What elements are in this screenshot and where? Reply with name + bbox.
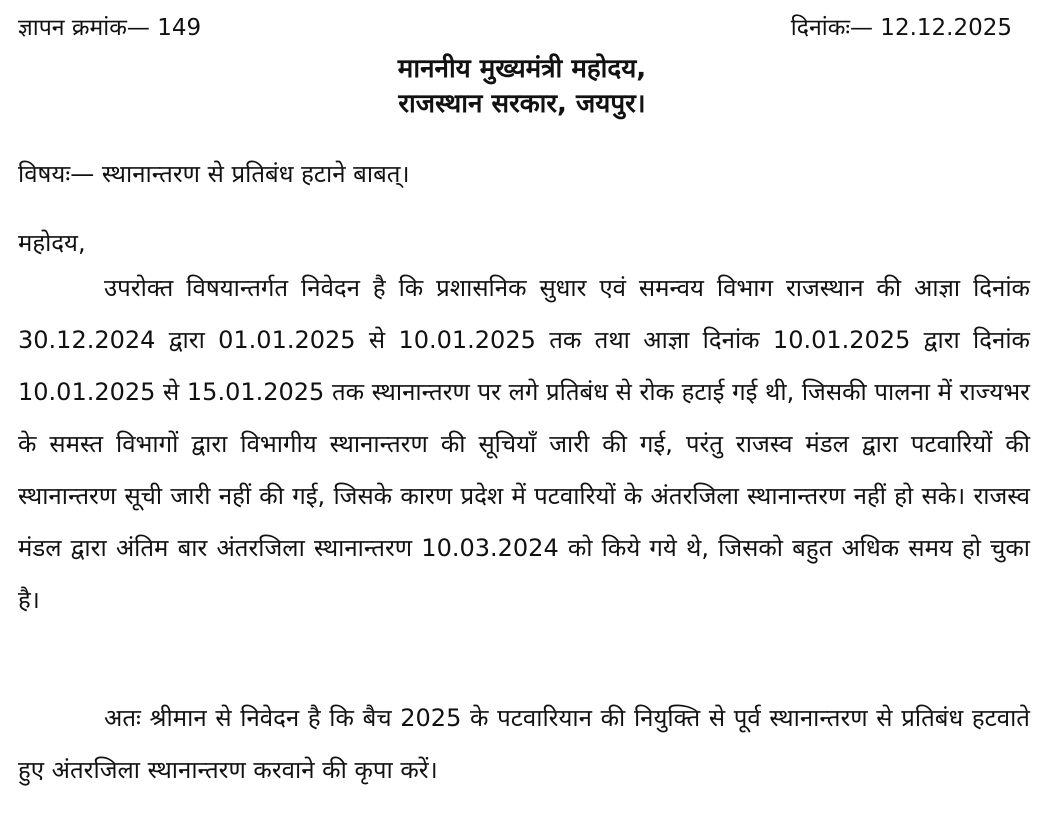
letter-date: दिनांकः— 12.12.2025	[790, 15, 1012, 41]
salutation: महोदय,	[18, 229, 86, 257]
subject-line: विषयः— स्थानान्तरण से प्रतिबंध हटाने बाबत्।	[18, 160, 410, 188]
reference-number: ज्ञापन क्रमांक— 149	[18, 15, 202, 41]
addressee-line-2: राजस्थान सरकार, जयपुर।	[398, 89, 646, 119]
addressee-line-1: माननीय मुख्यमंत्री महोदय,	[397, 54, 647, 84]
reference-row	[18, 10, 1012, 40]
body-paragraph-2: अतः श्रीमान से निवेदन है कि बैच 2025 के पटवारियान की नियुक्ति से पूर्व स्थानान्तरण से प्रतिबंध हटवाते हुए अंतरजिला स्थानान्तरण करवाने की कृपा करें।	[18, 704, 1030, 784]
body-paragraph-1: उपरोक्त विषयान्तर्गत निवेदन है कि प्रशासनिक सुधार एवं समन्वय विभाग राजस्थान की आज्ञा दिनांक 30.12.2024 द्वारा 01.01.2025 से 10.01.2025 तक तथा आज्ञा दिनांक 10.01.2025 द्वारा दिनांक 10.01.2025 से 15.01.2025 तक स्थानान्तरण पर लगे प्रतिबंध से रोक हटाई गई थी, जिसकी पालना में राज्यभर के समस्त विभागों द्वारा विभागीय स्थानान्तरण की सूचियाँ जारी की गई, परंतु राजस्व मंडल द्वारा पटवारियों की स्थानान्तरण सूची जारी नहीं की गई, जिसके कारण प्रदेश में पटवारियों के अंतरजिला स्थानान्तरण नहीं हो सके। राजस्व मंडल द्वारा अंतिम बार अंतरजिला स्थानान्तरण 10.03.2024 को किये गये थे, जिसको बहुत अधिक समय हो चुका है।	[18, 274, 1030, 614]
addressee-block	[0, 52, 1044, 122]
